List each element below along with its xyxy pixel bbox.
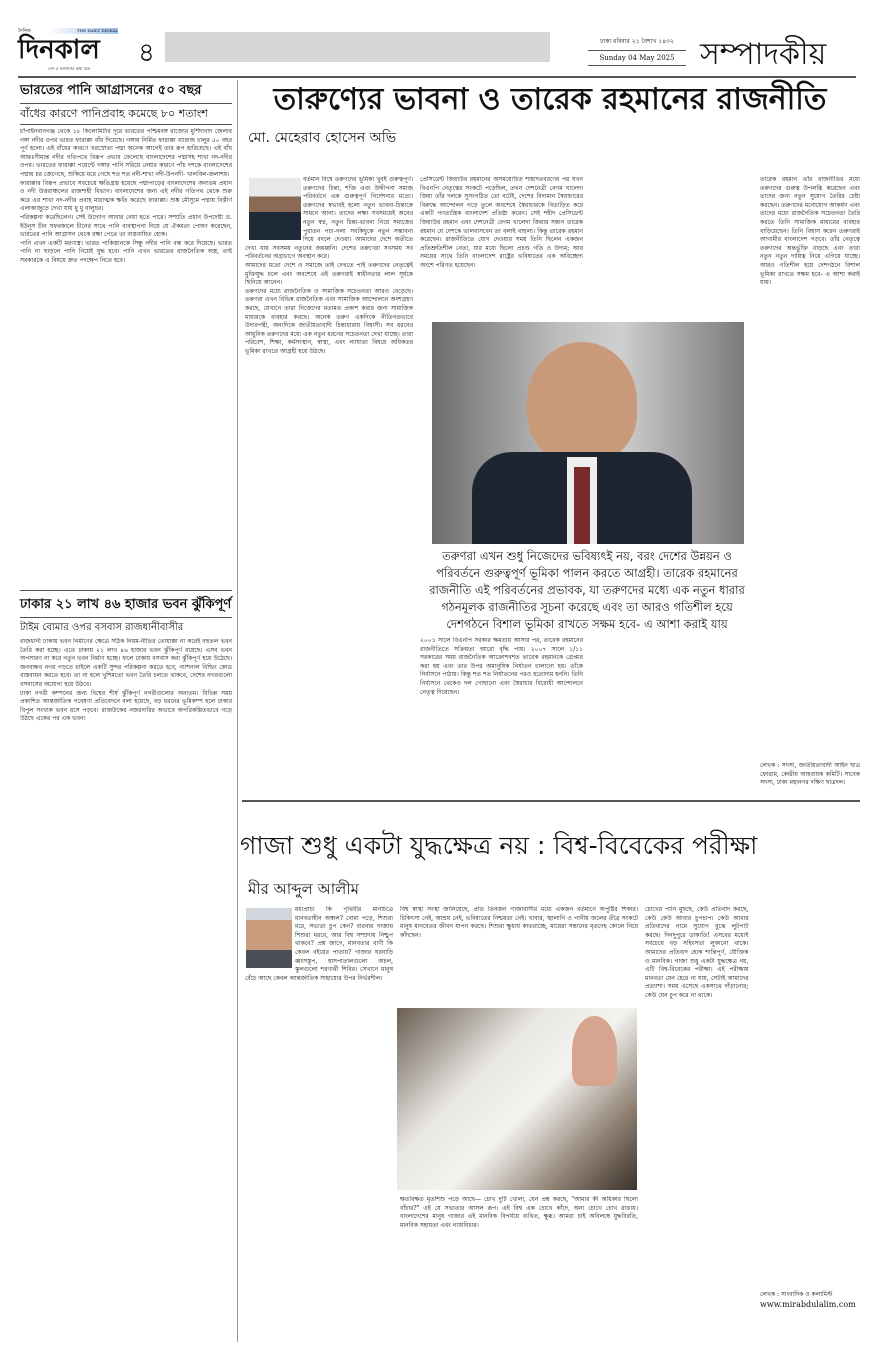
left-story2-body	[20, 638, 232, 1332]
paragraph: ফারাক্কার বিরূপ প্রভাবে সবচেয়ে ক্ষতিগ্রস্ত হয়েছে পদ্মাপাড়ের বাংলাদেশের অন্যতম প্রধান ও নদী উত্তরাঞ্চলের রাজশাহী বিভাগ। বাংলাদেশের জন্য এই নদীর গতিপথ থেকে শুরু করে এর শাখা নদ-নদীর প্রবাহ মারাত্মক ক্ষতি করেছে ফারাক্কা। শুষ্ক মৌসুমে পদ্মায় বিস্তীর্ণ এলাকাজুড়ে দেখা যায় ধু ধু বালুচর।	[20, 179, 232, 213]
paragraph: প্রেসিডেন্ট জিয়াউর রহমানের অসময়োচিত শাহাদতবরণের পর যখন বিএনপি নেতৃত্বের সংকটে পড়েছিল, তখন দেশনেত্রী বেগম খালেদা জিয়া তাঁর দলকে সুসংগঠিত তো বটেই, দেশের বিদ্যমান স্বৈরাচারের বিরুদ্ধে আন্দোলন গড়ে তুলে অবশেষে স্বৈরাচারকে বিতাড়িত করে একটি গণতান্ত্রিক বাংলাদেশ প্রতিষ্ঠা করেন। সেই শহীদ প্রেসিডেন্ট জিয়াউর রহমান এবং দেশনেত্রী বেগম খালেদা জিয়ার সন্তান তারেক রহমান যে দেশকে ভালবাসবেন তা বলাই বাহুল্য। কিন্তু তারেক রহমান করেছেন। রাজনীতিতে যোগ দেওয়ার সময় তিনি ছিলেন একজন প্রতিশ্রুতিশীল নেতা, যার মধ্যে ছিলো প্রচণ্ড গতি ও উদ্যম; আর সময়ের সাথে তিনি বাংলাদেশ রাষ্ট্রের ভবিষ্যতের এক অবিচ্ছেদ্য অংশে পরিণত হয়েছেন।	[420, 176, 583, 269]
photo-spacer	[245, 176, 303, 242]
article1-body-column4	[760, 176, 860, 756]
article1-body-column1	[245, 176, 413, 786]
newspaper-logo	[18, 28, 133, 74]
column-divider	[237, 80, 238, 1342]
divider	[20, 103, 232, 104]
date-bengali: ঢাকা রবিবার ২১ বৈশাখ ১৪৩২	[588, 33, 686, 51]
section-title: সম্পাদকীয়	[700, 37, 827, 72]
article1-body-bottom	[420, 637, 754, 788]
left-story1-subheadline: বাঁধের কারণে পানিপ্রবাহ কমেছে ৮০ শতাংশ	[20, 107, 208, 120]
paragraph: রাজধানী ঢাকায় ভবন নির্মাণের ক্ষেত্রে সঠিক নিয়ম-নীতির তোয়াক্কা না করেই বহুতল ভবন তৈরি করা হচ্ছে। এতে ঢাকায় ২১ লাখ ৪৬ হাজার ভবন ঝুঁকিপূর্ণ রয়েছে। এসব ভবন অপসারণ না করে নতুন ভবন নির্মাণ হচ্ছে। ফলে ঢাকায় বসবাস করা ঝুঁকিপূর্ণ হয়ে উঠেছে। জনবান্ধব নগর গড়তে চাইলে একটি সুন্দর পরিকল্পনা করতে হবে, ন্যাশনাল বিল্ডিং কোড বাস্তবায়ন করতে হবে। তা না হলে খুশিমতো ভবন তৈরি চলতে থাকবে, দেশের নগরগুলো বসবাসের অযোগ্য হয়ে উঠবে।	[20, 638, 232, 688]
photo-spacer	[245, 906, 295, 970]
section-rule	[242, 800, 860, 802]
paragraph: বর্তমান বিশ্বে তরুণদের ভূমিকা খুবই গুরুত্বপূর্ণ। তরুণদের চিন্তা, শক্তি এবং উদ্দীপনা সমাজ পরিবর্তনে এক গুরুত্বপূর্ণ নির্দেশনার মতো। তরুণদের স্বভাবই হলো নতুন ভাবনা-চিন্তাকে সামনে আনা। তাদের লক্ষ্য সবসময়েই অনের নতুন স্বপ্ন, নতুন চিন্তা-ভাবনা নিয়ে সমাজের পুরাতন পচা-গলা সবকিছুকে নতুন সম্ভাবনা দিয়ে বদলে দেওয়া। আমাদের দেশে অতীতে দেখা যায় সবসময় নতুনের জয়ধ্বনি। দেশের তরুণেরা সবসময় সব পরিবর্তনের অগ্রভাগে অবস্থান করে।	[245, 176, 413, 261]
date-english: Sunday 04 May 2025	[588, 51, 686, 66]
left-story2	[20, 596, 232, 1332]
header-rule	[18, 76, 856, 78]
author-website-link[interactable]: www.mirabdulalim.com	[760, 1300, 856, 1309]
logo-slogan: দেশ ও জনগণের কথা বলে	[48, 66, 91, 71]
logo-small-label: দৈনিক	[18, 28, 31, 34]
article1-byline: মো. মেহেরাব হোসেন অভি	[248, 130, 397, 146]
left-story1-body	[20, 128, 232, 586]
paragraph: তরুণদের মধ্যে রাজনৈতিক ও সামাজিক সচেতনতা আরও বেড়েছে। তরুণরা এখন বিভিন্ন রাজনৈতিক এবং সামাজিক আন্দোলনে অংশগ্রহণ করছে, যেখানে তারা নিজেদের মতামত প্রকাশ করার জন্য সামাজিক মাধ্যমকে ব্যবহার করছে। অনেক তরুণ একদিকে নীতিগতভাবে উদারপন্থী, অন্যদিকে জাতীয়তাবাদী চিন্তাধারায় বিশ্বাসী। সব ধরনের আধুনিক তরুণদের মধ্যে এক নতুন ধরনের সচেতনতা দেখা যাচ্ছে। তারা পরিবেশ, শিক্ষা, কর্মসংস্থান, স্বাস্থ্য, এবং ন্যায্যতা বিষয়ে অধিকতর ভূমিকা রাখতে আগ্রহী হয়ে উঠছে।	[245, 287, 413, 355]
tarique-rahman-photo	[432, 322, 744, 544]
page-number: ৪	[138, 38, 155, 68]
paragraph: পরিকল্পনা করেছিলেন। সেই উদ্যোগ আবার নেয়া হতে পারে। সম্প্রতি প্রধান উপদেষ্টা ড. ইউনূস চীন সফরকালে চীনের সাথে পানি ব্যবস্থাপনা নিয়ে যে ঐকমত্য পোষণ করেছেন, ভারতের পানি আগ্রাসন থেকে রক্ষা পেতে তা বাস্তবায়িত হোক।	[20, 213, 232, 239]
article1-right-column	[760, 176, 860, 788]
left-story1	[20, 82, 232, 586]
paragraph: বিশ্ব স্বাস্থ্য সংস্থা জানিয়েছে, প্রতি তিনজন গাজাবাসীর মধ্যে একজন বর্তমানে অপুষ্টির শিকার। চিকিৎসা নেই, আশ্রয় নেই, ভবিষ্যতের নিশ্চয়তা নেই। খাবার, জ্বালানি ও পানীয় জলের তীব্র সংকটে মানুষ মানবেতর জীবন যাপন করছে। শিশুরা ক্ষুধায় কাতরাচ্ছে, মায়েরা সন্তানের মৃতদেহ কোলে নিয়ে কাঁদছেন।	[400, 906, 638, 939]
article1-headline: তারুণ্যের ভাবনা ও তারেক রহমানের রাজনীতি	[273, 82, 827, 117]
article1-body-top	[420, 176, 754, 316]
paragraph: ক্ষতবিক্ষত মৃতশিশু পড়ে আছে— চোখ দুটি খোলা, যেন প্রশ্ন করছে, "আমার কী অধিকার ছিলো বাঁচার?" এই যে সভ্যতার আসল রূপ। এই বিশ্ব এক চোখে কাঁদে, অন্য চোখে চোখ রাঙায়। বাংলাদেশের মানুষ গাজার এই মানবিক বিপর্যয়ে ব্যথিত, ক্ষুব্ধ। আমরা চাই অবিলম্বে যুদ্ধবিরতি, মানবিক সহায়তা এবং ন্যায়বিচার।	[400, 1196, 638, 1229]
paragraph: ২০০১ সালে বিএনপি সরকার ক্ষমতায় আসার পর, তারেক রহমানের রাজনীতিতে সক্রিয়তা আরো বৃদ্ধি পায়। ২০০৭ সালে ১/১১ সরকারের সময় রাজনৈতিক আক্রোশবশত তারেক রহমানকে গ্রেপ্তার করা হয় এবং তার উপর অমানুষিক নির্যাতন চালানো হয়। তাঁকে নির্বাসনে পাঠায়। কিন্তু শত শত নির্যাতনের পরও হতোদ্যম হননি। তিনি নির্বাসনে থেকেও দল গোছানো এবং স্বৈরাচার বিরোধী আন্দোলনে নেতৃত্ব দিয়েছেন।	[420, 637, 583, 696]
date-box	[588, 33, 686, 66]
article1-caption-area	[420, 548, 754, 788]
logo-english-tag: THE DAILY DINKAL	[48, 28, 118, 34]
photo-caption: তরুণরা এখন শুধু নিজেদের ভবিষ্যৎই নয়, বরং দেশের উন্নয়ন ও পরিবর্তনে গুরুত্বপূর্ণ ভূমিকা পালন করতে আগ্রহী। তারেক রহমানের রাজনীতি এই পরিবর্তনের প্রভাবক, যা তরুণদের মধ্যে এক নতুন ধারার গঠনমূলক রাজনীতির সূচনা করেছে এবং তা আরও গতিশীল হয়ে দেশগঠনে বিশাল ভূমিকা রাখতে সক্ষম হবে- এ আশা করাই যায়	[429, 549, 745, 631]
article2-byline: মীর আব্দুল আলীম	[248, 880, 359, 898]
left-story1-headline: ভারতের পানি আগ্রাসনের ৫০ বছর	[20, 83, 202, 98]
article2-body-top	[400, 906, 638, 1004]
divider	[20, 590, 232, 591]
paragraph: আমাদের মতো দেশে ও সমাজে তাই দেখতে পাই তরুণদের নেতৃত্বেই মুক্তিযুদ্ধ চলে এবং অবশেষে এই তরুণরাই স্বাধীনতার লাল সূর্যকে ছিনিয়ে আনেন।	[245, 261, 413, 287]
article2-headline: গাজা শুধু একটা যুদ্ধক্ষেত্র নয় : বিশ্ব-বিবেকের পরীক্ষা	[240, 831, 758, 860]
divider	[20, 617, 232, 618]
paragraph: ঢাকা নগরী কম্পনের জন্য বিশ্বের শীর্ষ ঝুঁকিপূর্ণ নগরীগুলোর অন্যতম। বিভিন্ন সময় প্রকাশিত আন্তর্জাতিক গবেষণা প্রতিবেদনে বলা হয়েছে, বড় ধরনের ভূমিকম্প হলে ঢাকার বিপুল সংখ্যক ভবন ধসে পড়বে। রাজউকের নজরদারির অভাবে অপরিকল্পিতভাবে গড়ে উঠছে একের পর এক ভবন।	[20, 689, 232, 723]
article2-footer-role: লেখক : সাংবাদিক ও কলামিস্ট	[760, 1291, 833, 1298]
left-story2-subheadline: টাইম বোমার ওপর বসবাস রাজধানীবাসীর	[20, 622, 184, 633]
gaza-photo	[397, 1008, 637, 1190]
paragraph: পানি এখন একটি মরণাস্ত্র। ভারত পাকিস্তানকে সিন্ধু নদীর পানি বন্ধ করে দিয়েছে। ভারত পানি না ছাড়লে পানি নিয়েই যুদ্ধ হবে। পানি এখন ভারতের রাজনৈতিক অস্ত্র, তাই সরকারকে এ বিষয়ে দ্রুত পদক্ষেপ নিতে হবে।	[20, 239, 232, 264]
paragraph: চাঁপাইনবাবগঞ্জ থেকে ১৮ কিলোমিটার দূরে ভারতের পশ্চিমবঙ্গ রাজ্যের মুর্শিদাবাদ জেলার গঙ্গা নদীর ওপর ভারত ফারাক্কা বাঁধ দিয়েছে। গঙ্গায় নির্মিত ফারাক্কা ব্যারাজ চালুর ৫০ বছর পূর্ণ হলো। এই বাঁধের কারণে খরস্রোতা পদ্মা অনেক আগেই তার রূপ হারিয়েছে। এই বাঁধ আন্তঃসীমান্ত নদীর গতিপথে বিরূপ প্রভাব ফেলেছে বাংলাদেশের পদ্মাসহ শাখা নদ-নদীর ওপর। ভারতের ফারাক্কা পয়েন্টে গঙ্গার পানি সরিয়ে নেয়ার কারণে পাঁচ দশকে বাংলাদেশের পদ্মায় চর জেগেছে, শুকিয়ে মরে গেছে শত শত নদী-শাখা নদী-উপনদী- খালবিল-জলাশয়।	[20, 128, 232, 178]
article1-footer: লেখক : সদস্য, জাতীয়তাবাদী আইন ছাত্র ফোরাম, কেন্দ্রীয় আহবায়ক কমিটি। সাবেক সদস্য, ঢাকা মহানগর দক্ষিণ ছাত্রদল।	[760, 762, 860, 787]
divider	[20, 124, 232, 125]
article2-body-right	[645, 906, 860, 1286]
ad-banner-placeholder	[165, 32, 550, 62]
article2-body-bottom	[400, 1196, 638, 1292]
article2-body-column1	[245, 906, 393, 1292]
paragraph: তারেক রহমান তাঁর রাজনীতির মধ্যে তরুণদের গুরুত্ব উপলব্ধি করেছেন এবং তাদের জন্য নতুন সুযোগ তৈরির চেষ্টা করছেন। তরুণদের মনোযোগ আকর্ষণ এবং তাদের মধ্যে রাজনৈতিক সচেতনতা তৈরি করতে তিনি সামাজিক মাধ্যমের ব্যবহার বাড়িয়েছেন। তিনি বিশ্বাস করেন তরুণরাই আগামীর বাংলাদেশ গড়বে। তাঁর নেতৃত্বে তরুণদের অন্তর্ভুক্তি বাড়ছে এবং তারা নতুন নতুন দায়িত্ব নিয়ে এগিয়ে যাচ্ছে। আরও গতিশীল হয়ে দেশগঠনে বিশাল ভূমিকা রাখতে সক্ষম হবে- এ আশা করাই যায়।	[760, 176, 860, 287]
paragraph: মধ্যপ্রাচ্য কি পৃথিবীর মানচিত্রে মানবতাহীন অঞ্চল? বোমা পড়ে, শিশুরা মরে, সভ্যতা চুপ কেন? বারবার গাজায় শিশুরা মরবে, আর বিশ্ব সম্প্রদায় নিশ্চুপ থাকবে? প্রশ্ন জাগে, মানবতার বাণী কি কেবল বইয়ের পাতায়? গাজার ঘরবাড়ি ধ্বংসস্তূপ, হাসপাতালগুলো অচল, স্কুলগুলো শরণার্থী শিবির। সেখানে মানুষ বেঁচে আছে কেবল আন্তর্জাতিক সাহায্যের উপর নির্ভরশীল।	[245, 906, 393, 982]
left-story2-headline: ঢাকার ২১ লাখ ৪৬ হাজার ভবন ঝুঁকিপূর্ণ	[20, 597, 232, 612]
paragraph: চোখের পানি মুছছে, কেউ প্রতিবাদ করছে, কেউ কেউ আবার চুপচাপ। কেউ আবার প্রতিবাদের নামে সুযোগ বুঝে লুটপাট করছে। দিনদুপুরে ডাকাতি! এসবের মধ্যেই সবচেয়ে বড় সহিংসতা লুকানো থাকে। আমাদের প্রতিবাদ হোক শান্তিপূর্ণ, যৌক্তিক ও মানবিক। গাজা শুধু একটা যুদ্ধক্ষেত্র নয়, এটি বিশ্ব-বিবেকের পরীক্ষা। এই পরীক্ষায় মানবতা যেন হেরে না যায়, সেটাই আমাদের প্রত্যাশা। সময় এসেছে একসাথে দাঁড়ানোর; কেউ যেন চুপ করে না থাকে।	[645, 906, 749, 999]
logo-name: দিনকাল	[18, 35, 100, 65]
